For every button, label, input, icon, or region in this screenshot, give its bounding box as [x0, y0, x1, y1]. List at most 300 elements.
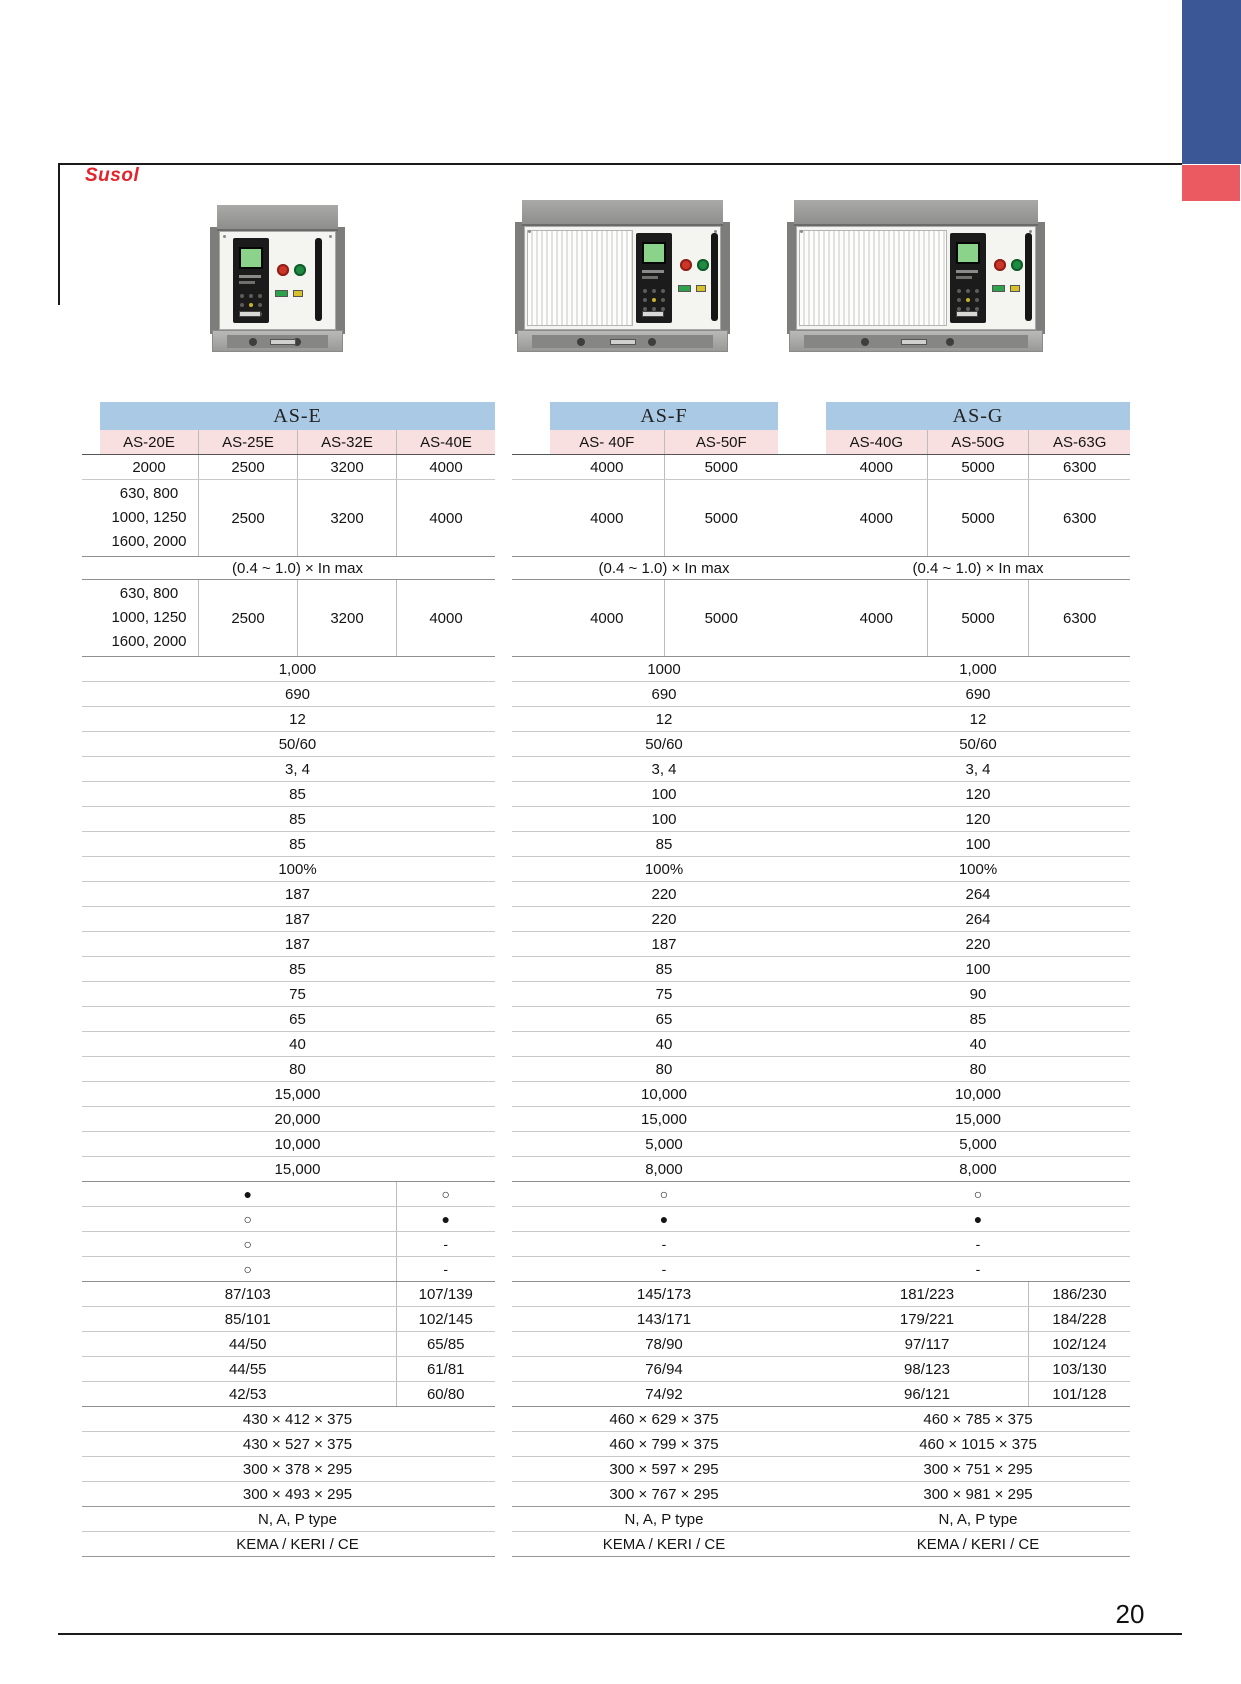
row-content: 1,000: [278, 660, 317, 678]
row-content: 300 × 597 × 295: [609, 1460, 719, 1478]
row-content: 187: [651, 935, 677, 953]
trip-unit-display: [239, 247, 263, 269]
row-content: -: [975, 1261, 981, 1277]
marker-row: [512, 1232, 778, 1257]
setting-current-row: [512, 580, 778, 657]
dimension-row: [768, 1482, 1130, 1507]
bottom-rule: [58, 1633, 1182, 1635]
row-content: 85: [289, 785, 306, 803]
model-name: AS-50F: [695, 433, 747, 451]
marker-cell: ○: [100, 1232, 397, 1256]
spec-value-row: [768, 1007, 1130, 1032]
row-content: 3, 4: [651, 760, 677, 778]
spec-value-row: [768, 782, 1130, 807]
spec-value-row: [768, 882, 1130, 907]
row-content: -: [661, 1261, 667, 1277]
rating-pair-row: [512, 1307, 778, 1332]
value-cell: 2000: [100, 455, 199, 479]
spec-value-row: [82, 657, 495, 682]
marker-cell: ●: [441, 1211, 450, 1227]
trip-unit-key: [249, 303, 253, 307]
row-content: 300 × 493 × 295: [242, 1485, 353, 1503]
value-cell: 107/139: [418, 1285, 473, 1303]
row-content: 100: [965, 835, 991, 853]
dimension-row: [82, 1432, 495, 1457]
spec-value-row: [82, 857, 495, 882]
spec-value-row: [512, 657, 778, 682]
row-content: N, A, P type: [938, 1510, 1018, 1528]
charging-handle: [711, 233, 718, 321]
rating-pair-row: [82, 1357, 495, 1382]
value-cell: 44/55: [100, 1357, 397, 1381]
spec-value-row: [82, 882, 495, 907]
setting-current-row: [82, 580, 495, 657]
breaker-top-cover: [794, 200, 1038, 226]
dimension-row: [768, 1432, 1130, 1457]
spec-value-row: [512, 1007, 778, 1032]
spec-value-row: [512, 707, 778, 732]
value-cell: 87/103: [100, 1282, 397, 1306]
current-line: 1000, 1250: [111, 509, 187, 526]
on-button: [1011, 259, 1023, 271]
value-cell: 97/117: [826, 1332, 1029, 1356]
row-content: 85: [969, 1010, 987, 1028]
row-content: 20,000: [274, 1110, 321, 1128]
spec-value-row: [82, 807, 495, 832]
row-content: 10,000: [641, 1085, 687, 1103]
row-content: [826, 580, 1130, 656]
row-content: 80: [655, 1060, 673, 1078]
trip-unit-key: [975, 298, 979, 302]
model-name: AS-20E: [100, 430, 199, 454]
marker-cell: ○: [100, 1257, 397, 1281]
row-content: [100, 1332, 495, 1356]
corner-red-block: [1182, 165, 1240, 201]
row-content: AS-E: [100, 402, 495, 430]
left-corner-rule: [58, 165, 60, 305]
row-content: 76/94: [645, 1360, 683, 1378]
spec-value-row: [768, 1032, 1130, 1057]
row-content: 264: [965, 885, 991, 903]
value-cell: 44/50: [100, 1332, 397, 1356]
breaker-face: [524, 226, 721, 330]
dimension-row: [82, 1482, 495, 1507]
value-cell: 102/145: [418, 1310, 473, 1328]
row-content: ●: [659, 1211, 669, 1227]
trip-unit-key: [661, 298, 665, 302]
spec-value-row: [512, 682, 778, 707]
row-content: 15,000: [641, 1110, 687, 1128]
setting-range-row: [768, 557, 1130, 580]
table-title-row: [768, 402, 1130, 430]
type-row: [512, 1507, 778, 1532]
setting-range-row: [512, 557, 778, 580]
row-content: [550, 430, 778, 454]
spec-value-row: [82, 982, 495, 1007]
spec-value-row: [82, 682, 495, 707]
frame-rail-right: [1035, 222, 1045, 334]
trip-unit-label: [956, 276, 972, 279]
model-name: AS-25E: [199, 430, 298, 454]
current-line: 1000, 1250: [111, 609, 187, 626]
row-content: 430 × 412 × 375: [242, 1410, 353, 1428]
row-content: 12: [289, 710, 306, 728]
marker-row: [82, 1232, 495, 1257]
trip-unit-nameplate: [956, 311, 978, 317]
spec-value-row: [82, 782, 495, 807]
spec-value-row: [512, 757, 778, 782]
spec-value-row: [512, 832, 778, 857]
value-cell: 4000: [826, 455, 928, 479]
row-content: 85: [655, 835, 673, 853]
corner-blue-block: [1182, 0, 1241, 164]
spec-value-row: [768, 807, 1130, 832]
on-button: [697, 259, 709, 271]
trip-unit-key: [249, 294, 253, 298]
value-cell: 4000: [550, 580, 665, 656]
value-cell: 6300: [1062, 609, 1097, 627]
dimension-row: [768, 1457, 1130, 1482]
row-content: 12: [655, 710, 673, 728]
spec-value-row: [768, 932, 1130, 957]
value-cell: 5000: [704, 609, 738, 627]
rating-pair-row: [768, 1382, 1130, 1407]
brand-logo: Susol: [85, 165, 140, 186]
value-cell: 3200: [298, 480, 397, 556]
product-photo-as-g: [787, 200, 1045, 352]
row-content: 85: [289, 810, 306, 828]
row-content: 3, 4: [965, 760, 991, 778]
base-bolt: [861, 338, 869, 346]
row-content: 100%: [644, 860, 684, 878]
spec-value-row: [512, 1082, 778, 1107]
row-content: [100, 580, 495, 656]
spec-value-row: [768, 757, 1130, 782]
row-content: [100, 1257, 495, 1281]
row-content: [550, 455, 778, 479]
current-list-cell: [100, 480, 199, 556]
row-content: 220: [965, 935, 991, 953]
dimension-row: [512, 1432, 778, 1457]
breaker-base: [517, 330, 728, 352]
value-cell: 3200: [298, 580, 397, 656]
row-content: KEMA / KERI / CE: [236, 1535, 359, 1553]
row-content: 300 × 981 × 295: [923, 1485, 1033, 1503]
spec-value-row: [82, 1132, 495, 1157]
row-content: [826, 1307, 1130, 1331]
row-content: -: [661, 1236, 667, 1252]
marker-cell: ○: [100, 1207, 397, 1231]
model-name: AS-50G: [928, 430, 1030, 454]
spec-value-row: [82, 1032, 495, 1057]
row-content: [100, 455, 495, 479]
spec-value-row: [768, 1057, 1130, 1082]
row-content: KEMA / KERI / CE: [916, 1535, 1040, 1553]
row-content: 40: [969, 1035, 987, 1053]
row-content: [100, 1182, 495, 1206]
face-screw: [1029, 230, 1032, 233]
row-content: [550, 480, 778, 556]
product-photo-as-e: [210, 205, 345, 352]
rating-pair-row: [512, 1382, 778, 1407]
row-content: KEMA / KERI / CE: [602, 1535, 726, 1553]
spec-value-row: [512, 907, 778, 932]
row-content: 40: [289, 1035, 306, 1053]
spec-value-row: [768, 1082, 1130, 1107]
spec-value-row: [512, 1107, 778, 1132]
current-line: 1600, 2000: [111, 633, 187, 650]
trip-unit-key: [966, 289, 970, 293]
breaker-base: [212, 330, 343, 352]
value-cell: 4000: [550, 455, 665, 479]
value-cell: 181/223: [826, 1282, 1029, 1306]
row-content: 300 × 378 × 295: [242, 1460, 353, 1478]
spec-value-row: [768, 982, 1130, 1007]
table-title-row: [82, 402, 495, 430]
type-row: [768, 1507, 1130, 1532]
row-content: 460 × 629 × 375: [609, 1410, 719, 1428]
trip-unit-key: [652, 289, 656, 293]
value-cell: 5000: [704, 458, 738, 476]
rating-pair-row: [82, 1282, 495, 1307]
spec-value-row: [768, 732, 1130, 757]
breaker-top-cover: [217, 205, 338, 231]
spec-value-row: [82, 832, 495, 857]
row-content: [826, 430, 1130, 454]
spec-value-row: [512, 1057, 778, 1082]
spec-value-row: [512, 857, 778, 882]
spec-value-row: [512, 1032, 778, 1057]
row-content: 1,000: [959, 660, 997, 678]
current-line: 630, 800: [119, 585, 179, 602]
row-content: 65: [655, 1010, 673, 1028]
spec-value-row: [512, 957, 778, 982]
row-content: 85: [289, 960, 306, 978]
value-cell: 6300: [1062, 509, 1097, 527]
row-content: 10,000: [274, 1135, 321, 1153]
value-cell: 3200: [298, 455, 397, 479]
ready-indicator: [696, 285, 706, 292]
model-header-row: [512, 430, 778, 455]
value-cell: 2500: [199, 480, 298, 556]
arc-chamber-ribs: [527, 230, 633, 326]
spec-value-row: [768, 957, 1130, 982]
spec-value-row: [512, 732, 778, 757]
row-content: 15,000: [274, 1160, 321, 1178]
spec-table-as-f: [512, 402, 778, 1557]
value-cell: 179/221: [826, 1307, 1029, 1331]
row-content: 120: [965, 785, 991, 803]
value-cell: 60/80: [426, 1385, 465, 1403]
dimension-row: [512, 1482, 778, 1507]
model-name: AS-32E: [298, 430, 397, 454]
trip-unit-label: [239, 275, 261, 278]
spec-value-row: [82, 1057, 495, 1082]
row-content: 15,000: [274, 1085, 321, 1103]
breaker-base: [789, 330, 1043, 352]
trip-unit-key: [240, 303, 244, 307]
row-content: [100, 1232, 495, 1256]
row-content: [100, 1357, 495, 1381]
row-content: 143/171: [636, 1310, 692, 1328]
current-line: 630, 800: [119, 485, 179, 502]
face-screw: [528, 230, 531, 233]
spec-value-row: [512, 932, 778, 957]
value-cell: 42/53: [100, 1382, 397, 1406]
value-cell: 85/101: [100, 1307, 397, 1331]
row-content: 75: [655, 985, 673, 1003]
row-content: [100, 1382, 495, 1406]
spec-value-row: [768, 857, 1130, 882]
row-content: 120: [965, 810, 991, 828]
page-number: 20: [1115, 1599, 1145, 1629]
marker-cell: -: [443, 1236, 449, 1252]
row-content: 1000: [647, 660, 681, 678]
spec-value-row: [512, 782, 778, 807]
trip-unit-key: [240, 294, 244, 298]
row-content: 5,000: [645, 1135, 683, 1153]
frame-current-row: [82, 455, 495, 480]
value-cell: 65/85: [426, 1335, 465, 1353]
row-content: 460 × 1015 × 375: [919, 1435, 1037, 1453]
row-content: [826, 1382, 1130, 1406]
frame-current-row: [512, 455, 778, 480]
base-bolt: [648, 338, 656, 346]
row-content: 264: [965, 910, 991, 928]
spec-value-row: [768, 657, 1130, 682]
spec-value-row: [512, 882, 778, 907]
row-content: 300 × 751 × 295: [923, 1460, 1033, 1478]
marker-row: [768, 1257, 1130, 1282]
value-cell: 101/128: [1052, 1385, 1107, 1403]
marker-row: [768, 1232, 1130, 1257]
breaker-top-cover: [522, 200, 723, 226]
value-cell: 6300: [1062, 458, 1097, 476]
marker-cell: ○: [441, 1186, 450, 1202]
row-content: 74/92: [645, 1385, 683, 1403]
on-button: [294, 264, 306, 276]
trip-unit-key: [258, 294, 262, 298]
row-content: 220: [651, 910, 677, 928]
marker-row: [512, 1207, 778, 1232]
face-screw: [223, 235, 226, 238]
row-content: ○: [659, 1186, 669, 1202]
setting-range-row: [82, 557, 495, 580]
value-cell: 4000: [429, 458, 463, 476]
trip-unit-label: [642, 270, 664, 273]
value-cell: 184/228: [1052, 1310, 1107, 1328]
charged-indicator: [992, 285, 1005, 292]
row-content: 85: [289, 835, 306, 853]
row-content: -: [975, 1236, 981, 1252]
model-header-row: [82, 430, 495, 455]
spec-value-row: [768, 907, 1130, 932]
value-cell: 2500: [199, 580, 298, 656]
rating-pair-row: [82, 1382, 495, 1407]
base-slot: [270, 339, 296, 345]
trip-unit-display: [642, 242, 666, 264]
row-content: 460 × 785 × 375: [923, 1410, 1033, 1428]
row-content: 220: [651, 885, 677, 903]
spec-value-row: [82, 1007, 495, 1032]
marker-cell: ●: [100, 1182, 397, 1206]
value-cell: 2500: [199, 455, 298, 479]
charging-handle: [1025, 233, 1032, 321]
marker-row: [768, 1182, 1130, 1207]
value-cell: 103/130: [1052, 1360, 1107, 1378]
row-content: [100, 1282, 495, 1306]
model-header-row: [768, 430, 1130, 455]
off-button: [994, 259, 1006, 271]
trip-unit-label: [642, 276, 658, 279]
spec-value-row: [768, 832, 1130, 857]
row-content: (0.4 ~ 1.0) × In max: [912, 559, 1044, 577]
spec-value-row: [82, 1107, 495, 1132]
value-cell: 98/123: [826, 1357, 1029, 1381]
row-content: 430 × 527 × 375: [242, 1435, 353, 1453]
face-screw: [800, 230, 803, 233]
value-cell: 5000: [928, 480, 1030, 556]
rating-pair-row: [82, 1332, 495, 1357]
value-cell: 4000: [429, 509, 463, 527]
rating-pair-row: [768, 1357, 1130, 1382]
row-content: [100, 480, 495, 556]
face-screw: [714, 230, 717, 233]
rating-pair-row: [82, 1307, 495, 1332]
row-content: [100, 430, 495, 454]
certification-row: [768, 1532, 1130, 1557]
marker-row: [512, 1257, 778, 1282]
spec-value-row: [512, 807, 778, 832]
marker-cell: -: [443, 1261, 449, 1277]
row-content: 80: [289, 1060, 306, 1078]
row-content: 8,000: [645, 1160, 683, 1178]
row-content: 90: [969, 985, 987, 1003]
row-content: 100: [965, 960, 991, 978]
frame-rail-right: [335, 227, 345, 334]
model-name: AS- 40F: [550, 430, 665, 454]
trip-unit-nameplate: [642, 311, 664, 317]
rating-pair-row: [768, 1307, 1130, 1332]
spec-value-row: [512, 982, 778, 1007]
row-content: 100: [651, 810, 677, 828]
row-content: 8,000: [959, 1160, 997, 1178]
trip-unit-key: [258, 303, 262, 307]
row-content: 300 × 767 × 295: [609, 1485, 719, 1503]
row-content: AS-G: [826, 402, 1130, 430]
breaker-face: [219, 231, 336, 330]
row-content: 100: [651, 785, 677, 803]
trip-unit-display: [956, 242, 980, 264]
type-row: [82, 1507, 495, 1532]
row-content: 100%: [278, 860, 317, 878]
off-button: [680, 259, 692, 271]
charged-indicator: [678, 285, 691, 292]
rated-current-row: [768, 480, 1130, 557]
base-slot: [610, 339, 636, 345]
row-content: 50/60: [959, 735, 997, 753]
dimension-row: [82, 1407, 495, 1432]
trip-unit: [950, 233, 986, 323]
rating-pair-row: [512, 1332, 778, 1357]
value-cell: 4000: [550, 480, 665, 556]
frame-rail-right: [720, 222, 730, 334]
row-content: 690: [284, 685, 311, 703]
charged-indicator: [275, 290, 288, 297]
row-content: (0.4 ~ 1.0) × In max: [598, 559, 730, 577]
spec-value-row: [82, 932, 495, 957]
row-content: 187: [284, 935, 311, 953]
